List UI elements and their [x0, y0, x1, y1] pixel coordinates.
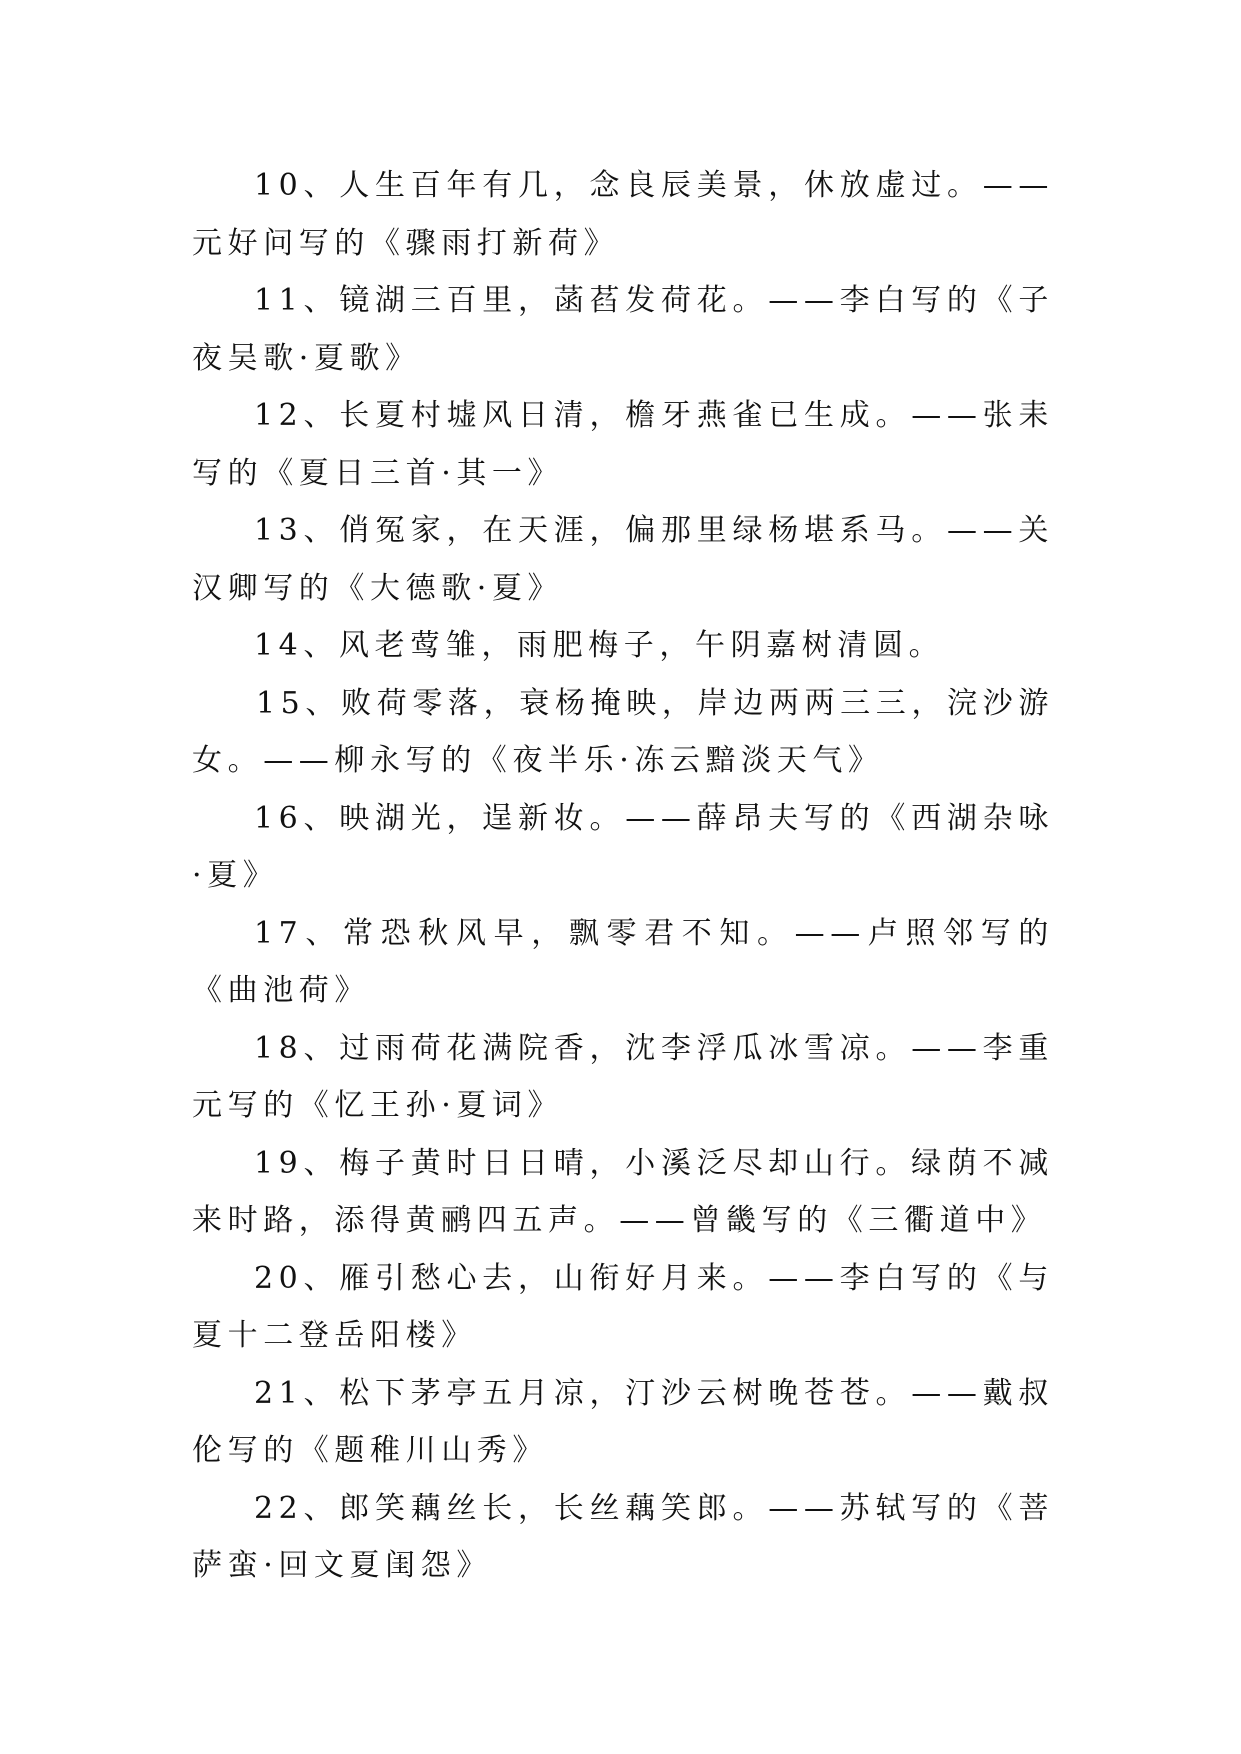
quote-paragraph-17: 17、常恐秋风早，飘零君不知。——卢照邻写的《曲池荷》 — [192, 915, 1054, 1008]
quote-paragraph-22: 22、郎笑藕丝长，长丝藕笑郎。——苏轼写的《菩萨蛮·回文夏闺怨》 — [192, 1490, 1054, 1583]
document-body — [192, 157, 1054, 1595]
quote-paragraph-15: 15、败荷零落，衰杨掩映，岸边两两三三，浣沙游女。——柳永写的《夜半乐·冻云黯淡天气》 — [192, 685, 1054, 778]
quote-paragraph-10: 10、人生百年有几，念良辰美景，休放虚过。——元好问写的《骤雨打新荷》 — [192, 168, 1054, 261]
quote-paragraph-20: 20、雁引愁心去，山衔好月来。——李白写的《与夏十二登岳阳楼》 — [192, 1260, 1054, 1353]
quote-paragraph-19: 19、梅子黄时日日晴，小溪泛尽却山行。绿荫不减来时路，添得黄鹂四五声。——曾畿写的《三衢道中》 — [192, 1145, 1054, 1238]
quote-paragraph-21: 21、松下茅亭五月凉，汀沙云树晚苍苍。——戴叔伦写的《题稚川山秀》 — [192, 1375, 1054, 1468]
quote-paragraph-14: 14、风老莺雏，雨肥梅子，午阴嘉树清圆。 — [254, 628, 945, 663]
quote-paragraph-16: 16、映湖光，逞新妆。——薛昂夫写的《西湖杂咏·夏》 — [192, 800, 1054, 893]
quote-paragraph-13: 13、俏冤家，在天涯，偏那里绿杨堪系马。——关汉卿写的《大德歌·夏》 — [192, 513, 1054, 606]
quote-paragraph-18: 18、过雨荷花满院香，沈李浮瓜冰雪凉。——李重元写的《忆王孙·夏词》 — [192, 1030, 1054, 1123]
quote-paragraph-11: 11、镜湖三百里，菡萏发荷花。——李白写的《子夜吴歌·夏歌》 — [192, 283, 1054, 376]
quote-paragraph-12: 12、长夏村墟风日清，檐牙燕雀已生成。——张耒写的《夏日三首·其一》 — [192, 398, 1054, 491]
